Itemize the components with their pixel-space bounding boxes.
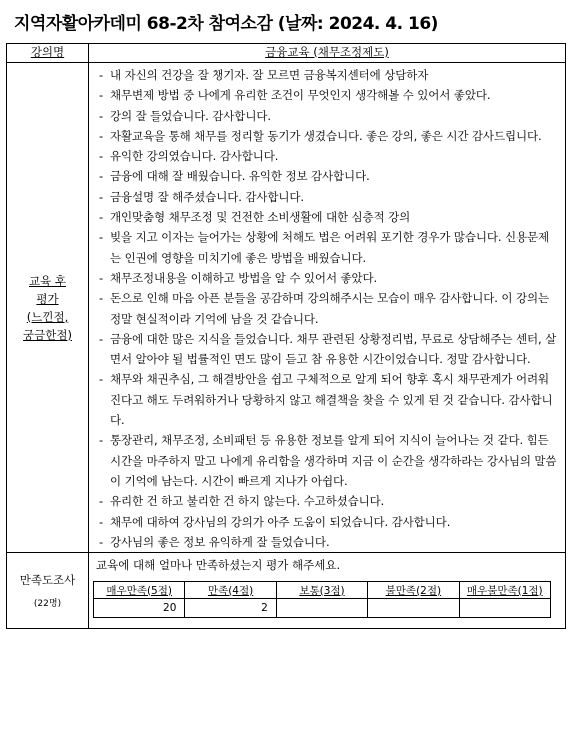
comment-item: - 내 자신의 건강을 잘 챙기자. 잘 모르면 금융복지센터에 상담하자 — [89, 65, 557, 85]
rating-column-header — [276, 582, 367, 599]
rating-column-header — [459, 582, 550, 599]
comment-item: - 유익한 강의였습니다. 감사합니다. — [89, 146, 557, 166]
comment-item: - 자활교육을 통해 채무를 정리할 동기가 생겼습니다. 좋은 강의, 좋은 시간 감사드립니다. — [89, 126, 557, 146]
header-row — [7, 44, 566, 63]
rating-value — [459, 599, 550, 618]
page-title: 지역자활아카데미 68-2차 참여소감 (날짜: 2024. 4. 16) — [14, 14, 438, 34]
ratings-table — [93, 581, 551, 618]
rating-column-label: 매우만족(5점) — [106, 584, 172, 597]
rating-column-label: 불만족(2점) — [385, 584, 442, 597]
rating-column-label: 보통(3점) — [299, 584, 345, 597]
header-lecture-title-cell — [89, 44, 566, 63]
evaluation-label-cell — [7, 63, 89, 553]
survey-table — [6, 43, 566, 629]
rating-column-header — [368, 582, 459, 599]
respondent-count: (22명) — [33, 599, 62, 610]
ratings-header-row — [94, 582, 551, 599]
comment-item: - 강사님의 좋은 정보 유익하게 잘 들었습니다. — [89, 532, 557, 552]
evaluation-label-line: (느낀점, — [26, 309, 69, 324]
evaluation-label-line: 궁금한점) — [23, 327, 72, 342]
comment-item: - 돈으로 인해 마음 아픈 분들을 공감하며 강의해주시는 모습이 매우 감사합니다. 이 강의는 정말 현실적이라 기억에 남을 것 같습니다. — [89, 288, 557, 329]
rating-column-label: 만족(4점) — [207, 584, 254, 597]
rating-value: 2 — [185, 599, 276, 618]
rating-value — [276, 599, 367, 618]
evaluation-label-line: 평가 — [36, 291, 59, 306]
comment-item: - 채무에 대하여 강사님의 강의가 아주 도움이 되었습니다. 감사합니다. — [89, 512, 557, 532]
comment-item: - 채무조정내용을 이해하고 방법을 알 수 있어서 좋았다. — [89, 268, 557, 288]
comment-item: - 금융에 대해 잘 배웠습니다. 유익한 정보 감사합니다. — [89, 166, 557, 186]
rating-value — [368, 599, 459, 618]
comment-item: - 빚을 지고 이자는 늘어가는 상황에 처해도 법은 어려워 포기한 경우가 많습니다. 신용문제는 인권에 영향을 미치기에 좋은 방법을 배웠습니다. — [89, 227, 557, 268]
comment-item: - 개인맞춤형 채무조정 및 건전한 소비생활에 대한 심층적 강의 — [89, 207, 557, 227]
comment-item: - 강의 잘 들었습니다. 감사합니다. — [89, 106, 557, 126]
comment-item: - 채무와 채권추심, 그 해결방안을 쉽고 구체적으로 알게 되어 향후 혹시 채무관계가 어려워진다고 해도 두려워하거나 당황하지 않고 해결책을 찾을 수 있게 된 것 같습니다. 감사합니다. — [89, 369, 557, 430]
rating-column-header — [185, 582, 276, 599]
comments-cell — [89, 63, 566, 553]
satisfaction-label: 만족도조사 — [19, 573, 76, 588]
comment-item: - 금융에 대한 많은 지식을 들었습니다. 채무 관련된 상황정리법, 무료로 상담해주는 센터, 살면서 알아야 될 법률적인 면도 많이 듣고 참 유용한 시간이었습니다. 정말 감사합니다. — [89, 329, 557, 370]
evaluation-label-line: 교육 후 — [29, 273, 66, 288]
satisfaction-row — [7, 553, 566, 629]
satisfaction-label-cell — [7, 553, 89, 629]
rating-value: 20 — [94, 599, 185, 618]
comment-item: - 통장관리, 채무조정, 소비패턴 등 유용한 정보를 알게 되어 지식이 늘어나는 것 같다. 힘든 시간을 마주하지 말고 나에게 유리함을 생각하며 지금 이 순간을 생각하라는 강사님의 말씀이 기억에 남는다. 시간이 빠르게 지나가 아쉽다. — [89, 430, 557, 491]
comment-item: - 유리한 건 하고 불리한 건 하지 않는다. 수고하셨습니다. — [89, 491, 557, 511]
ratings-value-row — [94, 599, 551, 618]
comment-item: - 금융설명 잘 해주셨습니다. 감사합니다. — [89, 187, 557, 207]
header-lecture-name-cell — [7, 44, 89, 63]
satisfaction-cell — [89, 553, 566, 629]
comment-item: - 채무변제 방법 중 나에게 유리한 조건이 무엇인지 생각해볼 수 있어서 좋았다. — [89, 85, 557, 105]
header-lecture-title: 금융교육 (채무조정제도) — [265, 45, 389, 59]
rating-column-label: 매우불만족(1점) — [466, 584, 543, 597]
satisfaction-question: 교육에 대해 얼마나 만족하셨는지 평가 해주세요. — [96, 558, 341, 573]
header-lecture-name-label: 강의명 — [30, 45, 65, 59]
evaluation-row — [7, 63, 566, 553]
rating-column-header — [94, 582, 185, 599]
comments-list — [89, 63, 565, 552]
